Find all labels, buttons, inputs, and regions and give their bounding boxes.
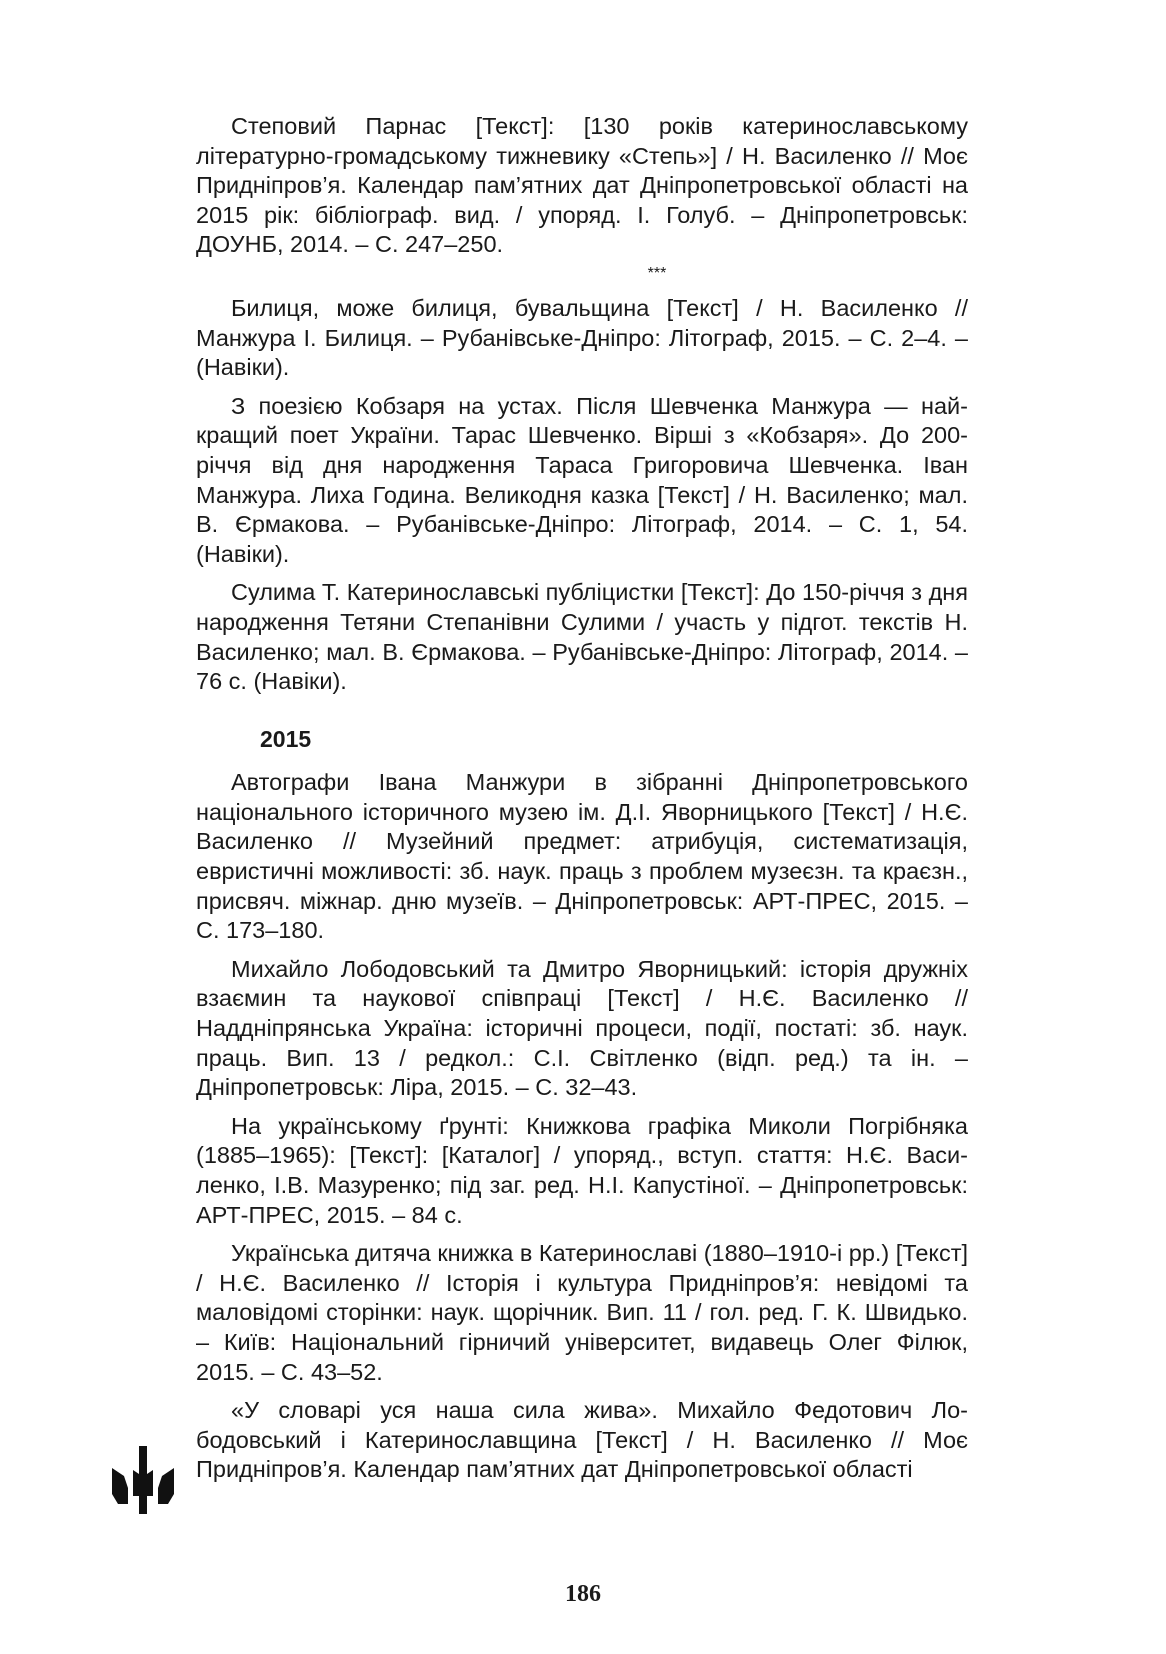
bibliography-entry: На українському ґрунті: Книжкова графіка Миколи Погрібняка (1885–1965): [Текст]: [Каталог] / упоряд., вступ. стаття: Н.Є. Василенко, І.В. Мазуренко; під заг. ред. Н.І. Капустіної. – Дніпропетровськ: АРТ-ПРЕС, 2015. – 84 с. (196, 1112, 968, 1228)
bibliography-entry: Михайло Лободовський та Дмитро Яворницький: історія дружніх взаємин та наукової співпраці [Текст] / Н.Є. Василенко // Наддніпрянська Україна: історичні процеси, події, постаті: зб. наук. праць. Вип. 13 / редкол.: С.І. Світленко (відп. ред.) та ін. – Дніпропетровськ: Ліра, 2015. – С. 32–43. (196, 955, 968, 1101)
bibliography-text (196, 112, 968, 1494)
bibliography-entry: «У словарі уся наша сила жива». Михайло Федотович Лободовський і Катеринославщина [Текст] / Н. Василенко // Моє Придніпров’я. Календар пам’ятних дат Дніпропетровської області (196, 1397, 968, 1483)
page-number: 186 (565, 1581, 601, 1607)
bibliography-entry: Билиця, може билиця, бувальщина [Текст] / Н. Василенко // Манжура І. Билиця. – Рубанівське-Дніпро: Літограф, 2015. – С. 2–4. – (Навіки). (196, 294, 968, 381)
bibliography-entry: Автографи Івана Манжури в зібранні Дніпропетровського національного історичного музею ім. Д.І. Яворницького [Текст] / Н.Є. Василенко // Музейний предмет: атрибуція, систематизація, евристичні можливості: зб. наук. праць з проблем музеєзн. та краєзн., присвяч. міжнар. дню музеїв. – Дніпропетровськ: АРТ-ПРЕС, 2015. – С. 173–180. (196, 769, 968, 944)
section-separator: *** (647, 264, 667, 282)
bibliography-entry: Степовий Парнас [Текст]: [130 років катеринославському літературно-громадському тижневику «Степь»] / Н. Василенко // Моє Придніпров’я. Календар пам’ятних дат Дніпропетровської області на 2015 рік: бібліограф. вид. / упоряд. І. Голуб. – Дніпропетровськ: ДОУНБ, 2014. – С. 247–250. (196, 113, 968, 258)
year-heading: 2015 (260, 725, 312, 752)
bibliography-entry: Українська дитяча книжка в Катеринославі (1880–1910-і рр.) [Текст] / Н.Є. Василенко // Історія і культура Придніпров’я: невідомі та маловідомі сторінки: наук. щорічник. Вип. 11 / гол. ред. Г. К. Швидько. – Київ: Національний гірничий університет, видавець Олег Філюк, 2015. – С. 43–52. (196, 1240, 968, 1385)
publisher-logo-icon (112, 1446, 174, 1514)
bibliography-entry: Сулима Т. Катеринославські публіцистки [Текст]: До 150-річчя з дня народження Тетяни Степанівни Сулими / участь у підгот. текстів Н. Василенко; мал. В. Єрмакова. – Рубанівське-Дніпро: Літограф, 2014. – 76 с. (Навіки). (196, 579, 968, 695)
bibliography-entry: З поезією Кобзаря на устах. Після Шевченка Манжура — найкращий поет України. Тарас Шевченко. Вірші з «Кобзаря». До 200-річчя від дня народження Тараса Григоровича Шевченка. Іван Манжура. Лиха Година. Великодня казка [Текст] / Н. Василенко; мал. В. Єрмакова. – Рубанівське-Дніпро: Літограф, 2014. – С. 1, 54. (Навіки). (196, 392, 968, 567)
